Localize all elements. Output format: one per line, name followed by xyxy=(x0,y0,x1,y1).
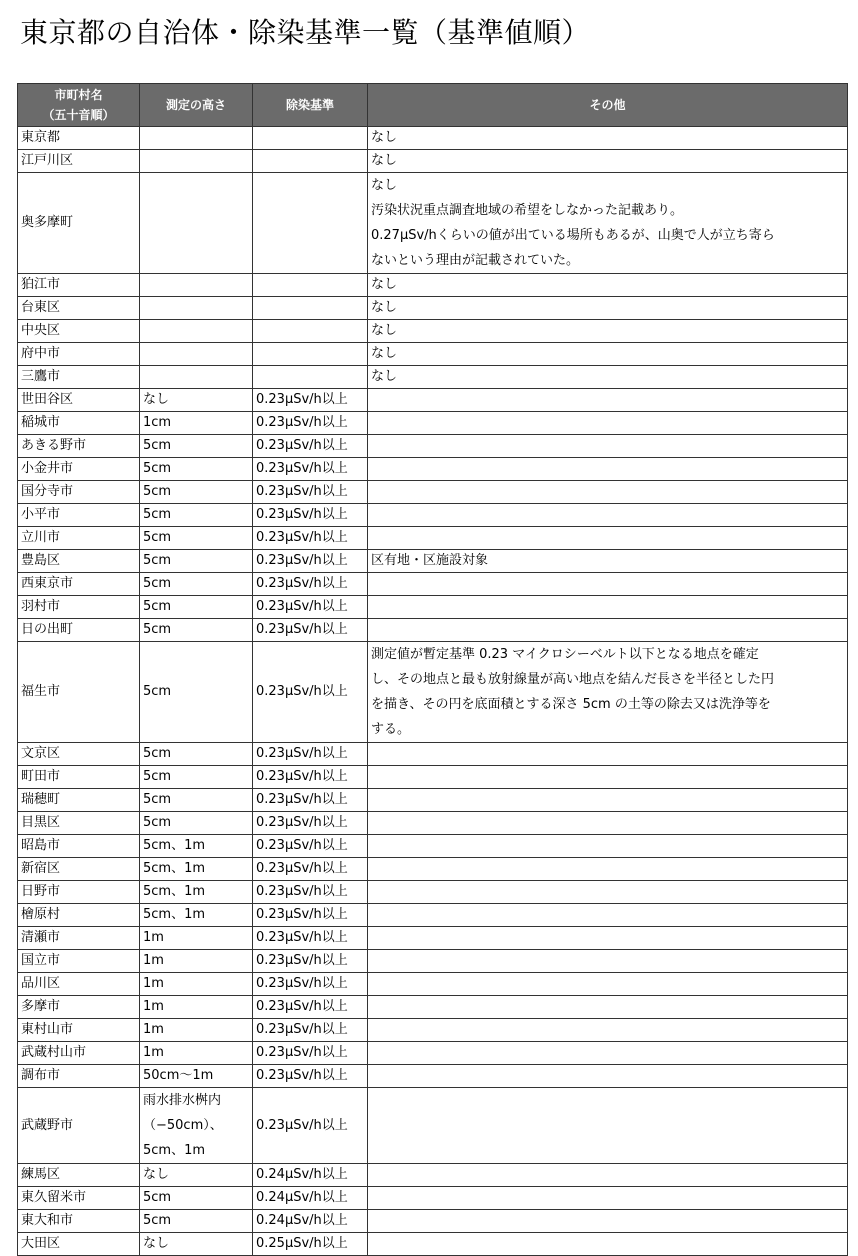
cell-standard: 0.23μSv/h以上 xyxy=(253,573,368,596)
table-row xyxy=(18,435,848,458)
cell-municipality: 狛江市 xyxy=(18,274,140,297)
cell-measurement-height: 5cm xyxy=(140,573,253,596)
cell-other xyxy=(368,812,848,835)
cell-other xyxy=(368,1164,848,1187)
cell-measurement-height xyxy=(140,320,253,343)
cell-other xyxy=(368,881,848,904)
cell-other xyxy=(368,642,848,743)
table-row xyxy=(18,619,848,642)
cell-other xyxy=(368,1088,848,1164)
header-municipality xyxy=(18,84,140,127)
cell-municipality: 奥多摩町 xyxy=(18,173,140,274)
table-row xyxy=(18,1088,848,1164)
cell-measurement-height: 5cm、1m xyxy=(140,881,253,904)
cell-line: を描き、その円を底面積とする深さ 5cm の土等の除去又は洗浄等を xyxy=(371,697,771,712)
cell-other: なし xyxy=(368,274,848,297)
table-row xyxy=(18,527,848,550)
cell-standard: 0.23μSv/h以上 xyxy=(253,996,368,1019)
table-row xyxy=(18,274,848,297)
cell-municipality: 西東京市 xyxy=(18,573,140,596)
cell-measurement-height: 5cm、1m xyxy=(140,858,253,881)
cell-standard: 0.23μSv/h以上 xyxy=(253,743,368,766)
cell-municipality: 新宿区 xyxy=(18,858,140,881)
cell-standard: 0.23μSv/h以上 xyxy=(253,881,368,904)
cell-standard xyxy=(253,320,368,343)
table-row xyxy=(18,743,848,766)
table-row xyxy=(18,996,848,1019)
cell-line: 市町村名 xyxy=(54,88,103,102)
cell-municipality: 府中市 xyxy=(18,343,140,366)
cell-line: 5cm、1m xyxy=(143,1143,206,1158)
cell-other xyxy=(368,527,848,550)
table-row xyxy=(18,973,848,996)
cell-standard xyxy=(253,343,368,366)
table-row xyxy=(18,1019,848,1042)
cell-municipality: 文京区 xyxy=(18,743,140,766)
cell-municipality: 小平市 xyxy=(18,504,140,527)
cell-municipality: 武蔵野市 xyxy=(18,1088,140,1164)
cell-municipality: 武蔵村山市 xyxy=(18,1042,140,1065)
table-row xyxy=(18,1210,848,1233)
cell-standard: 0.23μSv/h以上 xyxy=(253,1042,368,1065)
cell-line: 0.27μSv/hくらいの値が出ている場所もあるが、山奥で人が立ち寄ら xyxy=(371,228,775,243)
cell-municipality: あきる野市 xyxy=(18,435,140,458)
table-row xyxy=(18,343,848,366)
table-row xyxy=(18,881,848,904)
cell-standard: 0.23μSv/h以上 xyxy=(253,904,368,927)
cell-other xyxy=(368,1233,848,1256)
cell-other: なし xyxy=(368,127,848,150)
cell-municipality: 世田谷区 xyxy=(18,389,140,412)
table-row xyxy=(18,642,848,743)
cell-measurement-height: 5cm、1m xyxy=(140,835,253,858)
cell-standard xyxy=(253,274,368,297)
cell-measurement-height: 5cm xyxy=(140,596,253,619)
cell-measurement-height: 5cm xyxy=(140,1210,253,1233)
cell-standard: 0.23μSv/h以上 xyxy=(253,458,368,481)
cell-line: 雨水排水桝内 xyxy=(143,1093,222,1108)
cell-municipality: 中央区 xyxy=(18,320,140,343)
cell-municipality: 多摩市 xyxy=(18,996,140,1019)
cell-other: なし xyxy=(368,366,848,389)
cell-municipality: 稲城市 xyxy=(18,412,140,435)
table-row xyxy=(18,812,848,835)
cell-measurement-height: 1m xyxy=(140,950,253,973)
cell-measurement-height: 1m xyxy=(140,1019,253,1042)
cell-measurement-height xyxy=(140,297,253,320)
cell-standard: 0.24μSv/h以上 xyxy=(253,1187,368,1210)
cell-standard: 0.23μSv/h以上 xyxy=(253,504,368,527)
cell-measurement-height xyxy=(140,127,253,150)
cell-standard xyxy=(253,150,368,173)
cell-standard: 0.23μSv/h以上 xyxy=(253,1019,368,1042)
cell-measurement-height: なし xyxy=(140,389,253,412)
cell-standard: 0.25μSv/h以上 xyxy=(253,1233,368,1256)
cell-municipality: 福生市 xyxy=(18,642,140,743)
cell-municipality: 清瀬市 xyxy=(18,927,140,950)
cell-municipality: 小金井市 xyxy=(18,458,140,481)
cell-other: 区有地・区施設対象 xyxy=(368,550,848,573)
cell-measurement-height: 5cm xyxy=(140,481,253,504)
cell-line: （−50cm）、 xyxy=(143,1118,223,1133)
cell-standard: 0.23μSv/h以上 xyxy=(253,481,368,504)
cell-line: なし xyxy=(371,178,398,193)
cell-standard: 0.23μSv/h以上 xyxy=(253,950,368,973)
cell-municipality: 台東区 xyxy=(18,297,140,320)
cell-measurement-height: 5cm xyxy=(140,550,253,573)
cell-municipality: 立川市 xyxy=(18,527,140,550)
table-row xyxy=(18,927,848,950)
table-body xyxy=(18,127,848,1256)
cell-measurement-height xyxy=(140,150,253,173)
cell-line: （五十音順） xyxy=(42,108,115,122)
cell-standard xyxy=(253,297,368,320)
decontamination-table xyxy=(17,83,848,1256)
cell-measurement-height: 1m xyxy=(140,1042,253,1065)
cell-municipality: 東久留米市 xyxy=(18,1187,140,1210)
cell-other xyxy=(368,458,848,481)
cell-standard: 0.23μSv/h以上 xyxy=(253,1065,368,1088)
cell-other xyxy=(368,481,848,504)
cell-standard: 0.23μSv/h以上 xyxy=(253,766,368,789)
cell-municipality: 瑞穂町 xyxy=(18,789,140,812)
cell-municipality: 江戸川区 xyxy=(18,150,140,173)
cell-measurement-height: 5cm xyxy=(140,619,253,642)
cell-measurement-height: 5cm xyxy=(140,789,253,812)
cell-other: なし xyxy=(368,297,848,320)
cell-municipality: 練馬区 xyxy=(18,1164,140,1187)
cell-standard: 0.23μSv/h以上 xyxy=(253,642,368,743)
table-row xyxy=(18,573,848,596)
cell-line: 測定値が暫定基準 0.23 マイクロシーベルト以下となる地点を確定 xyxy=(371,647,759,662)
cell-measurement-height: 5cm xyxy=(140,458,253,481)
cell-municipality: 国立市 xyxy=(18,950,140,973)
table-row xyxy=(18,458,848,481)
cell-measurement-height: 5cm xyxy=(140,812,253,835)
cell-municipality: 東京都 xyxy=(18,127,140,150)
cell-other xyxy=(368,1187,848,1210)
cell-standard: 0.23μSv/h以上 xyxy=(253,527,368,550)
cell-measurement-height: 5cm、1m xyxy=(140,904,253,927)
cell-measurement-height xyxy=(140,173,253,274)
cell-other xyxy=(368,412,848,435)
cell-standard: 0.23μSv/h以上 xyxy=(253,789,368,812)
cell-other xyxy=(368,904,848,927)
table-row xyxy=(18,904,848,927)
cell-standard xyxy=(253,173,368,274)
cell-other xyxy=(368,1019,848,1042)
page-title: 東京都の自治体・除染基準一覧（基準値順） xyxy=(20,16,591,49)
cell-other: なし xyxy=(368,343,848,366)
cell-standard: 0.23μSv/h以上 xyxy=(253,550,368,573)
cell-other xyxy=(368,1042,848,1065)
cell-measurement-height: 50cm～1m xyxy=(140,1065,253,1088)
cell-other xyxy=(368,927,848,950)
cell-other xyxy=(368,858,848,881)
cell-standard: 0.23μSv/h以上 xyxy=(253,812,368,835)
cell-other xyxy=(368,1065,848,1088)
cell-measurement-height: 1m xyxy=(140,996,253,1019)
table-row xyxy=(18,150,848,173)
cell-other: なし xyxy=(368,320,848,343)
cell-standard: 0.23μSv/h以上 xyxy=(253,835,368,858)
cell-measurement-height: 5cm xyxy=(140,435,253,458)
table-row xyxy=(18,550,848,573)
cell-standard: 0.23μSv/h以上 xyxy=(253,858,368,881)
cell-measurement-height xyxy=(140,343,253,366)
cell-standard xyxy=(253,127,368,150)
cell-other xyxy=(368,950,848,973)
cell-other xyxy=(368,996,848,1019)
cell-municipality: 国分寺市 xyxy=(18,481,140,504)
cell-other xyxy=(368,973,848,996)
cell-measurement-height: なし xyxy=(140,1233,253,1256)
cell-municipality: 羽村市 xyxy=(18,596,140,619)
cell-standard: 0.23μSv/h以上 xyxy=(253,435,368,458)
cell-measurement-height: 1m xyxy=(140,973,253,996)
cell-measurement-height: なし xyxy=(140,1164,253,1187)
cell-other xyxy=(368,1210,848,1233)
cell-municipality: 檜原村 xyxy=(18,904,140,927)
table-row xyxy=(18,1164,848,1187)
cell-standard: 0.24μSv/h以上 xyxy=(253,1164,368,1187)
table-row xyxy=(18,366,848,389)
table-row xyxy=(18,596,848,619)
cell-standard: 0.23μSv/h以上 xyxy=(253,596,368,619)
cell-other xyxy=(368,389,848,412)
cell-municipality: 品川区 xyxy=(18,973,140,996)
cell-other xyxy=(368,766,848,789)
cell-municipality: 目黒区 xyxy=(18,812,140,835)
cell-measurement-height xyxy=(140,366,253,389)
header-measurement-height: 測定の高さ xyxy=(140,84,253,127)
cell-measurement-height: 1m xyxy=(140,927,253,950)
cell-measurement-height: 1cm xyxy=(140,412,253,435)
cell-other xyxy=(368,789,848,812)
table-row xyxy=(18,835,848,858)
table-row xyxy=(18,766,848,789)
cell-standard: 0.23μSv/h以上 xyxy=(253,389,368,412)
table-row xyxy=(18,1042,848,1065)
cell-standard: 0.23μSv/h以上 xyxy=(253,973,368,996)
cell-other xyxy=(368,573,848,596)
cell-municipality: 東村山市 xyxy=(18,1019,140,1042)
table-row xyxy=(18,481,848,504)
cell-measurement-height xyxy=(140,274,253,297)
cell-measurement-height: 5cm xyxy=(140,766,253,789)
cell-line: 汚染状況重点調査地域の希望をしなかった記載あり。 xyxy=(371,203,684,218)
cell-municipality: 昭島市 xyxy=(18,835,140,858)
cell-standard: 0.23μSv/h以上 xyxy=(253,1088,368,1164)
cell-other xyxy=(368,504,848,527)
cell-measurement-height: 5cm xyxy=(140,642,253,743)
table-row xyxy=(18,1233,848,1256)
table-row xyxy=(18,412,848,435)
cell-standard: 0.23μSv/h以上 xyxy=(253,619,368,642)
cell-measurement-height: 5cm xyxy=(140,527,253,550)
table-row xyxy=(18,297,848,320)
cell-line: する。 xyxy=(371,722,411,737)
cell-line: ないという理由が記載されていた。 xyxy=(371,253,580,268)
cell-standard: 0.23μSv/h以上 xyxy=(253,412,368,435)
cell-other xyxy=(368,173,848,274)
cell-municipality: 日の出町 xyxy=(18,619,140,642)
cell-other xyxy=(368,743,848,766)
cell-standard: 0.24μSv/h以上 xyxy=(253,1210,368,1233)
cell-municipality: 豊島区 xyxy=(18,550,140,573)
cell-municipality: 大田区 xyxy=(18,1233,140,1256)
cell-municipality: 日野市 xyxy=(18,881,140,904)
cell-standard xyxy=(253,366,368,389)
cell-standard: 0.23μSv/h以上 xyxy=(253,927,368,950)
cell-other xyxy=(368,619,848,642)
header-other: その他 xyxy=(368,84,848,127)
table-row xyxy=(18,1187,848,1210)
cell-municipality: 町田市 xyxy=(18,766,140,789)
cell-municipality: 東大和市 xyxy=(18,1210,140,1233)
cell-other xyxy=(368,435,848,458)
table-row xyxy=(18,950,848,973)
cell-measurement-height: 5cm xyxy=(140,1187,253,1210)
cell-measurement-height: 5cm xyxy=(140,504,253,527)
table-header-row xyxy=(18,84,848,127)
table-row xyxy=(18,320,848,343)
cell-municipality: 調布市 xyxy=(18,1065,140,1088)
table-row xyxy=(18,1065,848,1088)
table-row xyxy=(18,858,848,881)
cell-other xyxy=(368,596,848,619)
table-row xyxy=(18,789,848,812)
table-row xyxy=(18,389,848,412)
cell-measurement-height xyxy=(140,1088,253,1164)
table-row xyxy=(18,127,848,150)
cell-municipality: 三鷹市 xyxy=(18,366,140,389)
cell-other xyxy=(368,835,848,858)
header-standard: 除染基準 xyxy=(253,84,368,127)
cell-line: し、その地点と最も放射線量が高い地点を結んだ長さを半径とした円 xyxy=(371,672,775,687)
table-row xyxy=(18,173,848,274)
cell-measurement-height: 5cm xyxy=(140,743,253,766)
cell-other: なし xyxy=(368,150,848,173)
table-row xyxy=(18,504,848,527)
